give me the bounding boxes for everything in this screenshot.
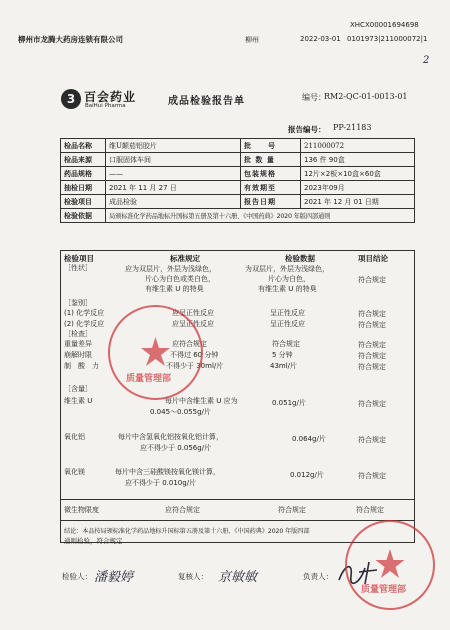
page-mark: 2 (423, 55, 430, 66)
micro-label: 微生物限度 (64, 506, 99, 514)
print-ref: 0101973|211000072|1 (347, 35, 428, 43)
disint-result: 符合规定 (358, 352, 386, 360)
info-row (61, 139, 415, 153)
doc-code: XHCX00001694698 (350, 21, 419, 29)
report-no: PP-21183 (333, 123, 372, 132)
spec-value: —— (106, 167, 241, 181)
assay-label: ［含量］ (64, 385, 92, 393)
ident1-std: 应呈正性反应 (172, 309, 214, 317)
sample-date-value: 2021 年 11 月 27 日 (106, 181, 241, 195)
quality-stamp (345, 520, 435, 610)
mg-label: 氧化镁 (64, 468, 85, 476)
vitu-std: 每片中含维生素 U 应为 (165, 397, 238, 405)
pack-value: 12片×2板×10盒×60盒 (301, 167, 415, 181)
weight-data: 符合规定 (272, 340, 300, 348)
col-conclusion: 项目结论 (358, 254, 388, 263)
al-result: 符合规定 (358, 436, 386, 444)
mg-std: 应不得少于 0.010g/片 (125, 479, 197, 487)
test-item-label: 检验项目 (61, 195, 106, 209)
character-std: 应为双层片，外层为浅绿色， (125, 265, 216, 273)
conclusion-line: 结论：本品按局颁标准化学药品地标升国标第五册及第十六册、《中国药典》2020 年版四部 (64, 528, 310, 535)
col-data: 检验数据 (285, 254, 315, 263)
al-label: 氧化铝 (64, 433, 85, 441)
ident2-std: 应呈正性反应 (172, 320, 214, 328)
city: 柳州 (245, 36, 259, 44)
expiry-label: 有效期至 (241, 181, 301, 195)
col-item: 检验项目 (64, 254, 94, 263)
info-row (61, 153, 415, 167)
al-data: 0.064g/片 (292, 435, 326, 443)
basis-value: 局颁标准化学药品地标升国标第五册及第十六册、《中国药典》2020 年版四部通则 (106, 209, 415, 223)
info-row (61, 195, 415, 209)
ident2-label: (2) 化学反应 (64, 320, 105, 328)
micro-data: 符合规定 (278, 506, 306, 514)
character-label: ［性状］ (64, 264, 92, 272)
report-title: 成品检验报告单 (168, 96, 245, 107)
vitu-data: 0.051g/片 (272, 399, 306, 407)
ident-label: ［鉴别］ (64, 299, 92, 307)
quality-stamp (108, 305, 203, 400)
character-data: 有维生素 U 的特臭 (258, 285, 317, 293)
stamp-text: 质量管理部 (126, 374, 172, 384)
character-std: 有维生素 U 的特臭 (145, 285, 204, 293)
check-label: ［检查］ (64, 330, 92, 338)
disint-data: 5 分钟 (272, 351, 293, 359)
pack-label: 包装规格 (241, 167, 301, 181)
micro-std: 应符合规定 (165, 506, 200, 514)
stamp-text: 质量管理部 (361, 585, 407, 595)
divider (60, 520, 415, 521)
character-result: 符合规定 (358, 276, 386, 284)
acid-label: 制 酸 力 (64, 362, 99, 370)
batch-label: 批 号 (241, 139, 301, 153)
expiry-value: 2023年09月 (301, 181, 415, 195)
character-data: 为双层片，外层为浅绿色， (245, 265, 329, 273)
reviewer-signature: 京敏敏 (218, 570, 258, 585)
col-standard: 标准规定 (170, 254, 200, 263)
divider (60, 499, 415, 500)
reviewer-label: 复核人： (178, 572, 208, 581)
print-date: 2022-03-01 (300, 35, 341, 43)
info-row (61, 209, 415, 223)
svg-text:3: 3 (66, 92, 76, 106)
batch-qty-label: 批 数 量 (241, 153, 301, 167)
report-date-value: 2021 年 12 月 01 日期 (301, 195, 415, 209)
source-label: 检品来源 (61, 153, 106, 167)
source-value: 口服固体车间 (106, 153, 241, 167)
product-name: 维U颠茄铝胶片 (106, 139, 241, 153)
al-std: 每片中含氢氧化铝按氧化铝计算， (118, 433, 223, 441)
owner-label: 负责人： (303, 572, 333, 581)
micro-result: 符合规定 (356, 506, 384, 514)
logo-text: 百会药业 (84, 90, 137, 104)
ident1-result: 符合规定 (358, 310, 386, 318)
mg-std: 每片中含三硅酸镁按氧化镁计算， (115, 468, 220, 476)
acid-data: 43ml/片 (270, 362, 298, 370)
weight-label: 重量差异 (64, 340, 92, 348)
serial-number: RM2-QC-01-0013-01 (324, 92, 408, 101)
al-std: 应不得少于 0.056g/片 (140, 444, 212, 452)
serial-label: 编号： (302, 93, 326, 102)
acid-result: 符合规定 (358, 363, 386, 371)
character-data: 片心为白色， (268, 275, 310, 283)
vitu-result: 符合规定 (358, 400, 386, 408)
sample-date-label: 抽检日期 (61, 181, 106, 195)
inspector-signature: 潘毅婷 (94, 570, 134, 585)
info-row (61, 181, 415, 195)
product-name-label: 检品名称 (61, 139, 106, 153)
info-row (61, 167, 415, 181)
weight-std: 应符合规定 (172, 340, 207, 348)
ident2-result: 符合规定 (358, 321, 386, 329)
test-item-value: 成品检验 (106, 195, 241, 209)
disint-std: 不得过 60 分钟 (170, 351, 219, 359)
spec-label: 药品规格 (61, 167, 106, 181)
vitu-std: 0.045～0.055g/片 (150, 408, 211, 416)
vitu-label: 维生素 U (64, 397, 93, 405)
mg-result: 符合规定 (358, 472, 386, 480)
ident2-data: 呈正性反应 (270, 320, 305, 328)
report-date-label: 报告日期 (241, 195, 301, 209)
acid-std: 不得少于 30ml/片 (166, 362, 224, 370)
ident1-label: (1) 化学反应 (64, 309, 105, 317)
report-no-label: 报告编号： (288, 125, 326, 134)
batch-value: 211000072 (301, 139, 415, 153)
info-table (60, 138, 415, 223)
ident1-data: 呈正性反应 (270, 309, 305, 317)
chain-name: 柳州市龙腾大药房连锁有限公司 (18, 35, 123, 44)
batch-qty-value: 136 件 90盒 (301, 153, 415, 167)
character-std: 片心为白色或类白色， (145, 275, 215, 283)
inspector-label: 检验人： (62, 572, 92, 581)
disint-label: 崩解时限 (64, 351, 92, 359)
mg-data: 0.012g/片 (290, 471, 324, 479)
logo-subtitle: BaiHui Pharma (85, 103, 126, 109)
conclusion-line: 通则检验，符合规定 (64, 537, 123, 545)
basis-label: 检验依据 (61, 209, 106, 223)
weight-result: 符合规定 (358, 341, 386, 349)
